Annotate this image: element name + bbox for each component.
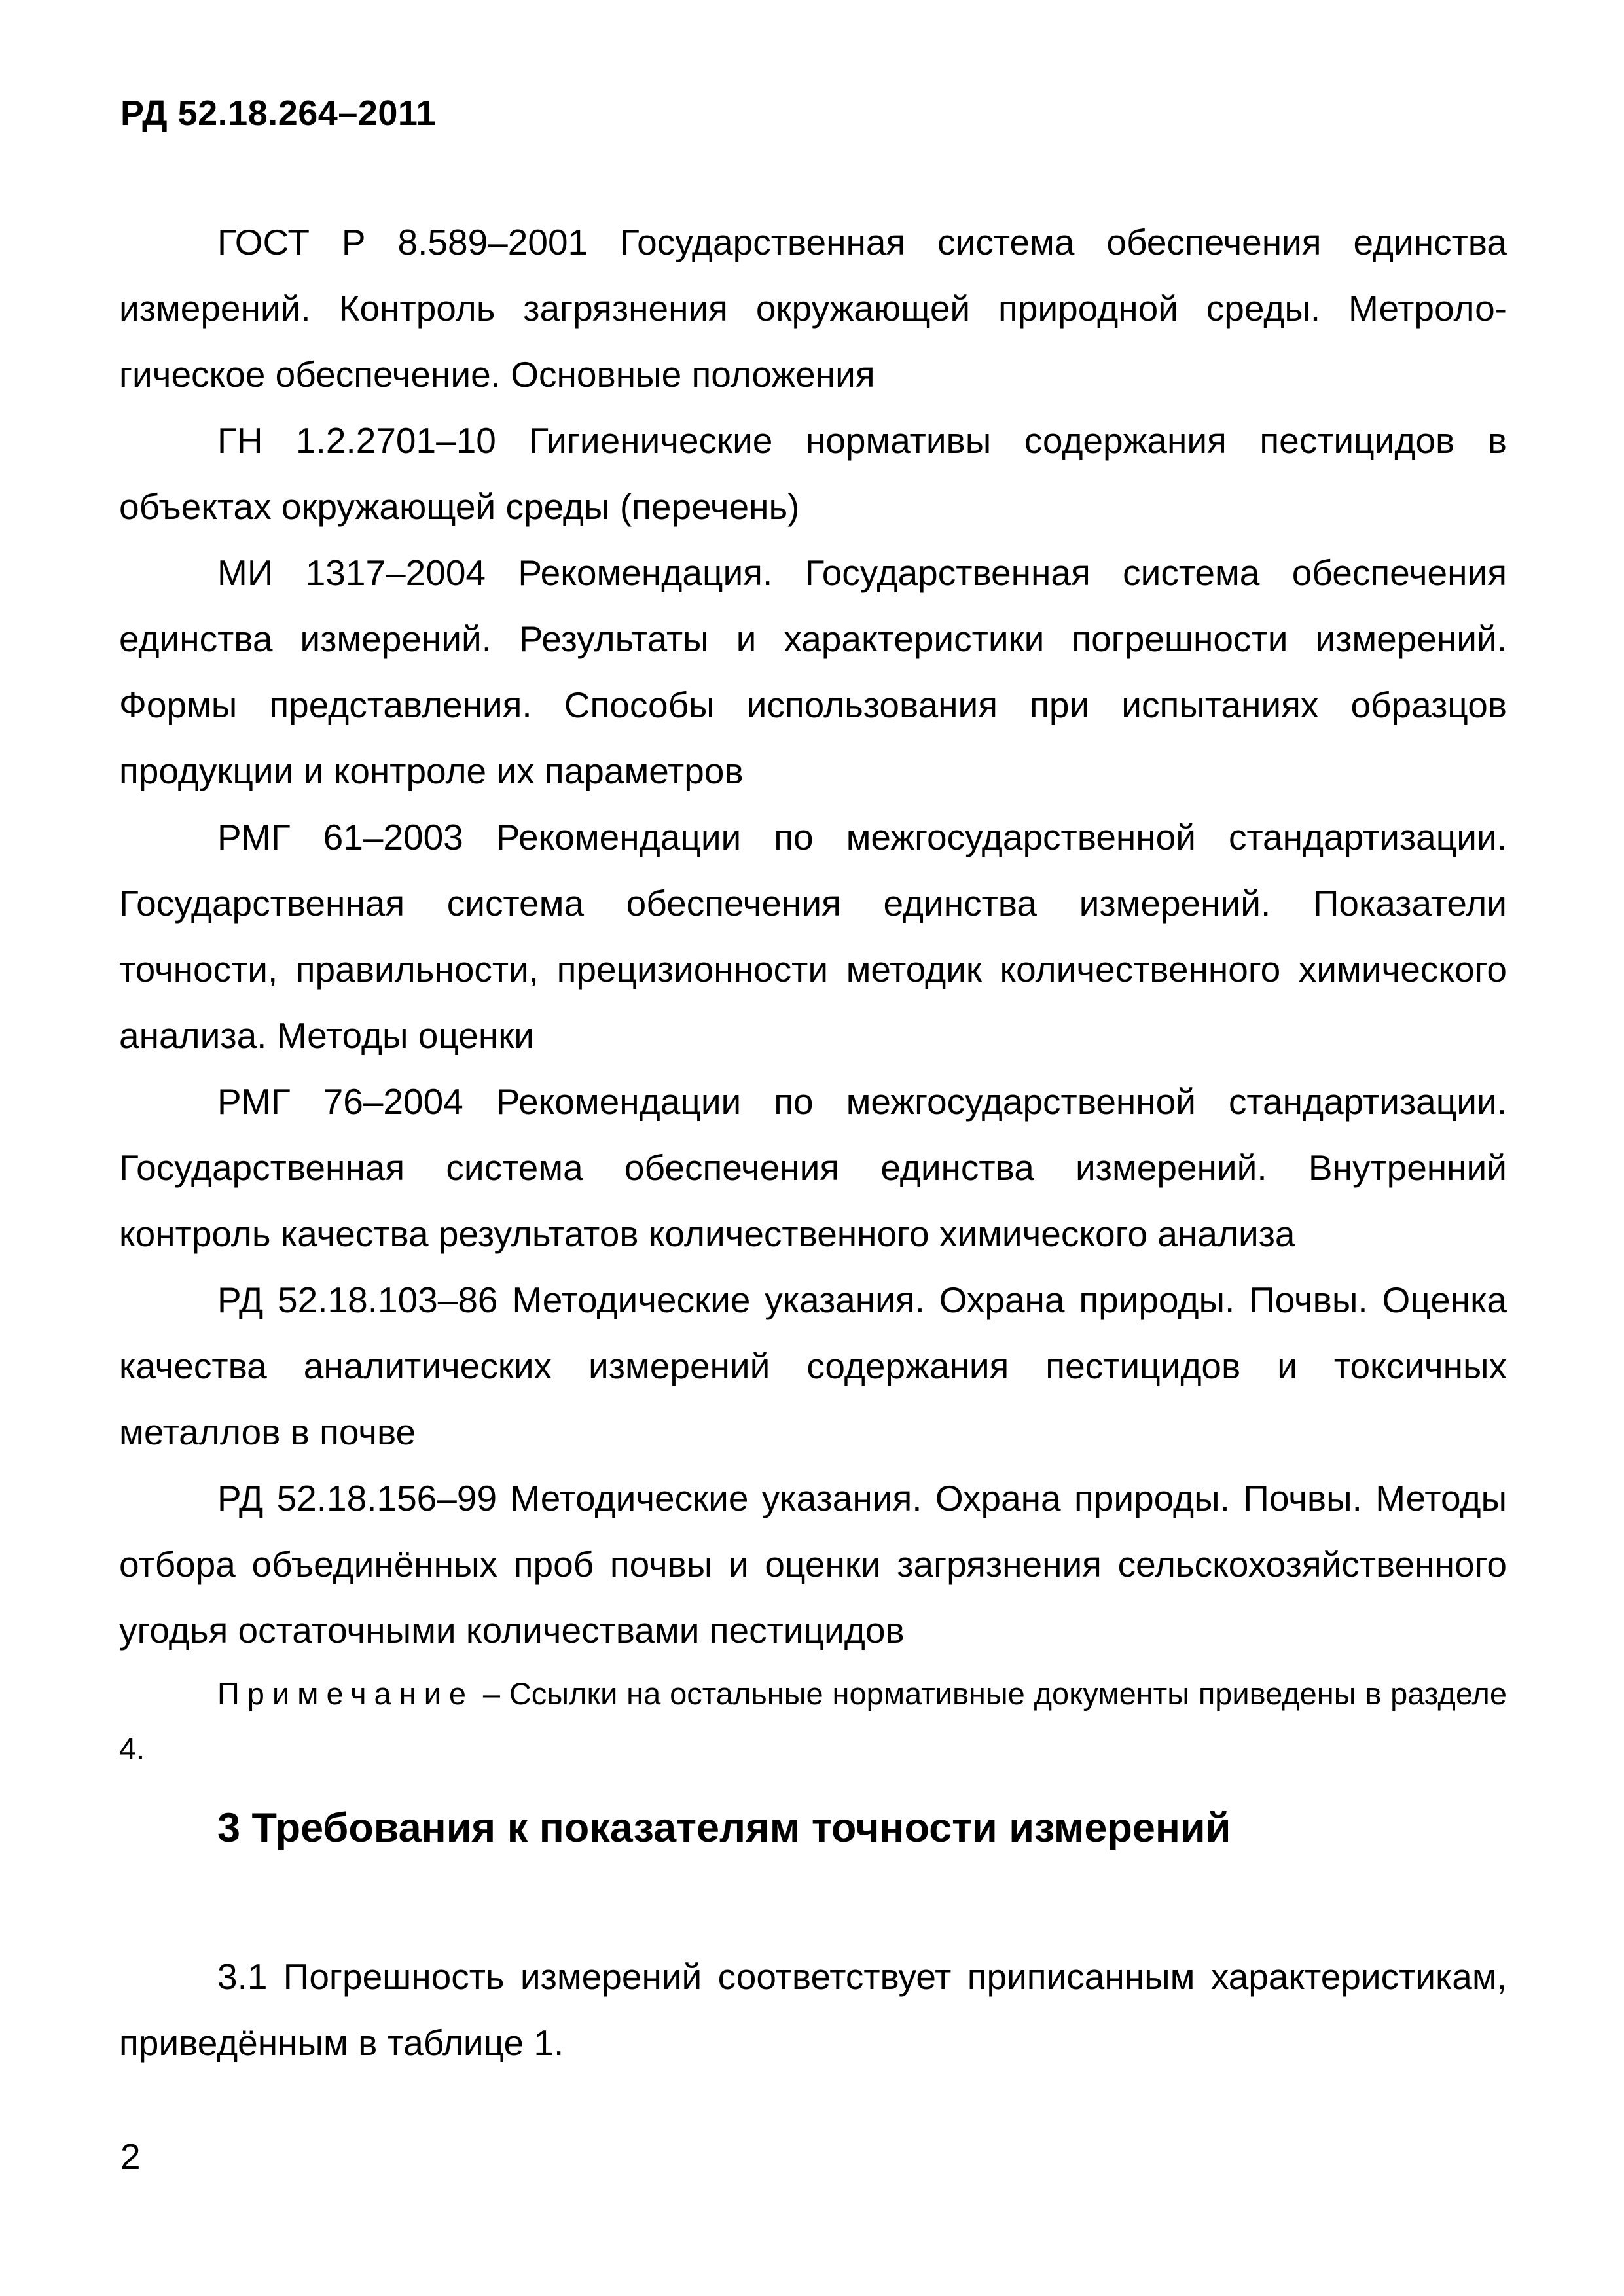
normative-references-list: [119, 209, 1507, 1776]
section-paragraph: 3.1 Погрешность измерений соответствует приписанным характеристикам, приведённым в таблице 1.: [119, 1956, 1507, 2063]
reference-item: МИ 1317–2004 Рекомендация. Государственная система обеспечения единства измерений. Результаты и характеристики погрешности измерений. Формы представления. Способы использования при испытаниях образцов продукции и контроле их параметров: [119, 552, 1507, 791]
note: [119, 1666, 1507, 1776]
section-content: [119, 1944, 1507, 2076]
note-label: Примечание: [217, 1676, 475, 1711]
reference-item: РМГ 61–2003 Рекомендации по межгосударственной стандартизации. Государственная система обеспечения единства измерений. Показатели точности, правильности, прецизионности методик количественного химического анализа. Методы оценки: [119, 817, 1507, 1056]
reference-item: РД 52.18.103–86 Методические указания. Охрана природы. Почвы. Оценка качества аналитических измерений содержания пестицидов и токсичных металлов в почве: [119, 1280, 1507, 1452]
reference-item: РМГ 76–2004 Рекомендации по межгосударственной стандартизации. Государственная система обеспечения единства измерений. Внутренний контроль качества результатов количественного химического анализа: [119, 1081, 1507, 1254]
reference-item: ГОСТ Р 8.589–2001 Государственная система обеспечения единства измерений. Контроль загрязнения окружающей природной среды. Метрологическое обеспечение. Основные положения: [119, 222, 1507, 395]
note-text: – Ссылки на остальные нормативные документы приведены в разделе 4.: [119, 1676, 1507, 1766]
section-heading: 3 Требования к показателям точности измерений: [217, 1805, 1231, 1851]
page-number: 2: [120, 2136, 141, 2177]
reference-item: РД 52.18.156–99 Методические указания. Охрана природы. Почвы. Методы отбора объединённых проб почвы и оценки загрязнения сельскохозяйственного угодья остаточными количествами пестицидов: [119, 1478, 1507, 1651]
document-code-header: РД 52.18.264–2011: [120, 94, 437, 133]
reference-item: ГН 1.2.2701–10 Гигиенические нормативы содержания пестицидов в объектах окружающей среды (перечень): [119, 420, 1507, 527]
